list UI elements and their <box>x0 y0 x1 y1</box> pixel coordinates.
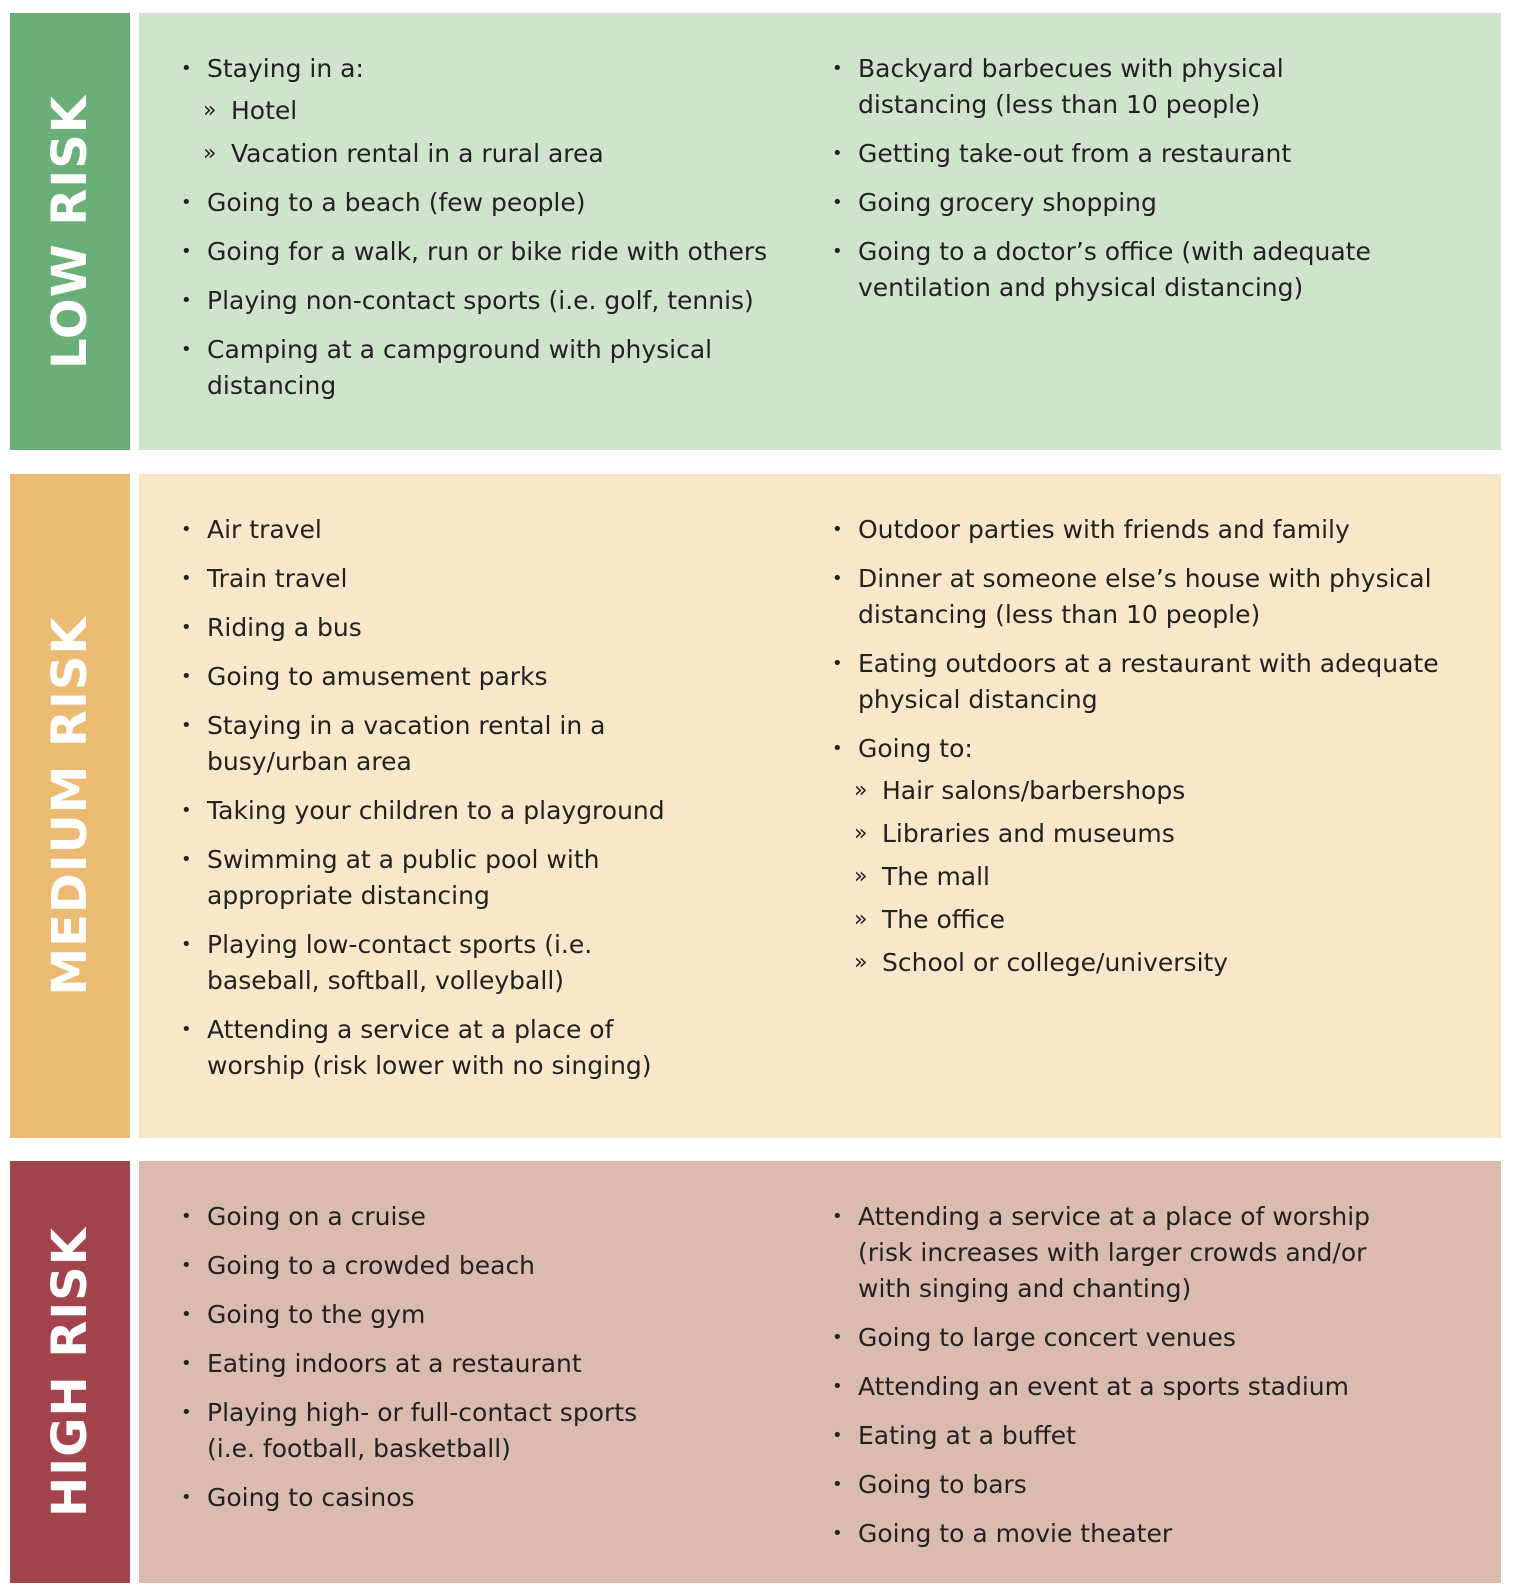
bullet-icon: • <box>181 241 192 262</box>
list-item-text: Going to: <box>858 734 973 763</box>
medium-risk-section <box>10 474 1501 1138</box>
bullet-icon: • <box>181 58 192 79</box>
list-item-text: Playing high- or full-contact sports (i.e. football, basketball) <box>207 1398 638 1463</box>
bullet-icon: • <box>832 653 843 674</box>
sub-list-item-text: Vacation rental in a rural area <box>231 139 604 168</box>
list-item <box>828 1369 1388 1405</box>
list-item-text: Going to a movie theater <box>858 1519 1173 1548</box>
list-item <box>177 512 717 548</box>
list-item-text: Going to a beach (few people) <box>207 188 586 217</box>
bullet-icon: • <box>832 1327 843 1348</box>
list-item <box>177 332 727 404</box>
list-item <box>177 927 637 999</box>
list-item <box>177 1346 647 1382</box>
bullet-icon: • <box>181 934 192 955</box>
sub-list-item-text: School or college/university <box>882 948 1229 977</box>
sub-list-item-text: Libraries and museums <box>882 819 1175 848</box>
list-item <box>177 793 717 829</box>
sub-list <box>203 93 777 172</box>
bullet-icon: • <box>181 1255 192 1276</box>
bullet-icon: • <box>181 1402 192 1423</box>
low-risk-panel <box>139 13 1501 450</box>
list-item <box>828 646 1458 718</box>
sub-list-item <box>854 816 1468 852</box>
bullet-icon: • <box>181 519 192 540</box>
high-risk-label-text: HIGH RISK <box>42 1227 98 1517</box>
bullet-icon: • <box>181 1019 192 1040</box>
list-item-text: Going for a walk, run or bike ride with others <box>207 237 768 266</box>
bullet-icon: • <box>832 1523 843 1544</box>
list-item-text: Attending a service at a place of worship (risk lower with no singing) <box>207 1015 652 1080</box>
sub-list-item-text: Hair salons/barbershops <box>882 776 1186 805</box>
bullet-icon: • <box>181 617 192 638</box>
list-item-text: Attending a service at a place of worship (risk increases with larger crowds and/or with singing and chanting) <box>858 1202 1371 1303</box>
list-item-text: Going to casinos <box>207 1483 415 1512</box>
high-risk-section <box>10 1161 1501 1583</box>
list-item-text: Going to bars <box>858 1470 1027 1499</box>
list-item-text: Going to amusement parks <box>207 662 548 691</box>
list-item-text: Getting take-out from a restaurant <box>858 139 1292 168</box>
list-item <box>177 1012 717 1084</box>
list-item <box>177 234 777 270</box>
sub-list-item <box>854 859 1468 895</box>
list-item <box>828 136 1418 172</box>
bullet-icon: • <box>181 192 192 213</box>
bullet-icon: • <box>832 1376 843 1397</box>
list-item-text: Eating indoors at a restaurant <box>207 1349 582 1378</box>
list-item <box>828 51 1418 123</box>
list-item-text: Air travel <box>207 515 322 544</box>
bullet-icon: • <box>832 1474 843 1495</box>
sub-list-item-text: The office <box>882 905 1006 934</box>
list-item <box>177 1297 647 1333</box>
list-item-text: Going on a cruise <box>207 1202 426 1231</box>
list-item <box>177 610 717 646</box>
list-item-text: Playing non-contact sports (i.e. golf, tennis) <box>207 286 754 315</box>
list-item-text: Dinner at someone else’s house with physical distancing (less than 10 people) <box>858 564 1432 629</box>
high-risk-label <box>10 1161 130 1583</box>
bullet-icon: • <box>832 738 843 759</box>
sub-list <box>854 773 1468 981</box>
bullet-icon: • <box>832 568 843 589</box>
low-risk-left-list <box>177 51 777 417</box>
sub-list-item <box>203 136 777 172</box>
double-chevron-icon: » <box>854 907 868 932</box>
list-item-text: Eating at a buffet <box>858 1421 1076 1450</box>
list-item-text: Going to large concert venues <box>858 1323 1236 1352</box>
medium-risk-panel <box>139 474 1501 1138</box>
sub-list-item-text: The mall <box>882 862 991 891</box>
list-item <box>177 842 637 914</box>
list-item-text: Staying in a vacation rental in a busy/urban area <box>207 711 606 776</box>
sub-list-item-text: Hotel <box>231 96 298 125</box>
list-item <box>177 708 637 780</box>
sub-list-item <box>854 773 1468 809</box>
list-item <box>828 731 1468 981</box>
bullet-icon: • <box>832 143 843 164</box>
list-item <box>177 659 717 695</box>
list-item <box>828 1418 1388 1454</box>
list-item-text: Camping at a campground with physical distancing <box>207 335 713 400</box>
bullet-icon: • <box>832 192 843 213</box>
bullet-icon: • <box>181 568 192 589</box>
bullet-icon: • <box>181 715 192 736</box>
bullet-icon: • <box>181 1487 192 1508</box>
bullet-icon: • <box>832 519 843 540</box>
list-item-text: Going to the gym <box>207 1300 426 1329</box>
list-item <box>177 51 777 172</box>
list-item <box>828 512 1468 548</box>
double-chevron-icon: » <box>854 821 868 846</box>
double-chevron-icon: » <box>854 778 868 803</box>
list-item <box>177 561 717 597</box>
bullet-icon: • <box>181 290 192 311</box>
bullet-icon: • <box>832 1425 843 1446</box>
list-item-text: Swimming at a public pool with appropriate distancing <box>207 845 600 910</box>
medium-risk-label <box>10 474 130 1138</box>
list-item <box>177 1248 647 1284</box>
bullet-icon: • <box>181 339 192 360</box>
list-item <box>177 185 777 221</box>
list-item-text: Riding a bus <box>207 613 362 642</box>
list-item <box>828 185 1418 221</box>
bullet-icon: • <box>181 800 192 821</box>
low-risk-label <box>10 13 130 450</box>
list-item-text: Playing low-contact sports (i.e. baseball, softball, volleyball) <box>207 930 593 995</box>
double-chevron-icon: » <box>854 864 868 889</box>
list-item <box>177 1199 647 1235</box>
sub-list-item <box>854 902 1468 938</box>
list-item <box>828 1320 1388 1356</box>
bullet-icon: • <box>181 1304 192 1325</box>
list-item-text: Backyard barbecues with physical distancing (less than 10 people) <box>858 54 1284 119</box>
bullet-icon: • <box>181 1206 192 1227</box>
list-item <box>828 1199 1388 1307</box>
double-chevron-icon: » <box>203 141 217 166</box>
list-item-text: Going to a crowded beach <box>207 1251 536 1280</box>
medium-risk-label-text: MEDIUM RISK <box>42 616 98 996</box>
list-item-text: Eating outdoors at a restaurant with adequate physical distancing <box>858 649 1439 714</box>
list-item <box>828 1516 1388 1552</box>
bullet-icon: • <box>832 58 843 79</box>
list-item <box>177 1395 647 1467</box>
list-item-text: Staying in a: <box>207 54 364 83</box>
bullet-icon: • <box>181 849 192 870</box>
high-risk-panel <box>139 1161 1501 1583</box>
list-item-text: Going to a doctor’s office (with adequate ventilation and physical distancing) <box>858 237 1371 302</box>
high-risk-right-list <box>828 1199 1388 1565</box>
low-risk-label-text: LOW RISK <box>42 94 98 369</box>
low-risk-section <box>10 13 1501 450</box>
medium-risk-left-list <box>177 512 717 1097</box>
list-item <box>177 283 777 319</box>
list-item-text: Taking your children to a playground <box>207 796 665 825</box>
low-risk-right-list <box>828 51 1418 319</box>
list-item <box>828 234 1388 306</box>
list-item-text: Train travel <box>207 564 348 593</box>
sub-list-item <box>203 93 777 129</box>
bullet-icon: • <box>832 241 843 262</box>
sub-list-item <box>854 945 1468 981</box>
list-item <box>828 561 1448 633</box>
list-item-text: Going grocery shopping <box>858 188 1157 217</box>
double-chevron-icon: » <box>854 950 868 975</box>
high-risk-left-list <box>177 1199 647 1529</box>
bullet-icon: • <box>832 1206 843 1227</box>
bullet-icon: • <box>181 666 192 687</box>
list-item <box>177 1480 647 1516</box>
list-item-text: Outdoor parties with friends and family <box>858 515 1350 544</box>
list-item <box>828 1467 1388 1503</box>
bullet-icon: • <box>181 1353 192 1374</box>
list-item-text: Attending an event at a sports stadium <box>858 1372 1349 1401</box>
medium-risk-right-list <box>828 512 1468 994</box>
double-chevron-icon: » <box>203 98 217 123</box>
